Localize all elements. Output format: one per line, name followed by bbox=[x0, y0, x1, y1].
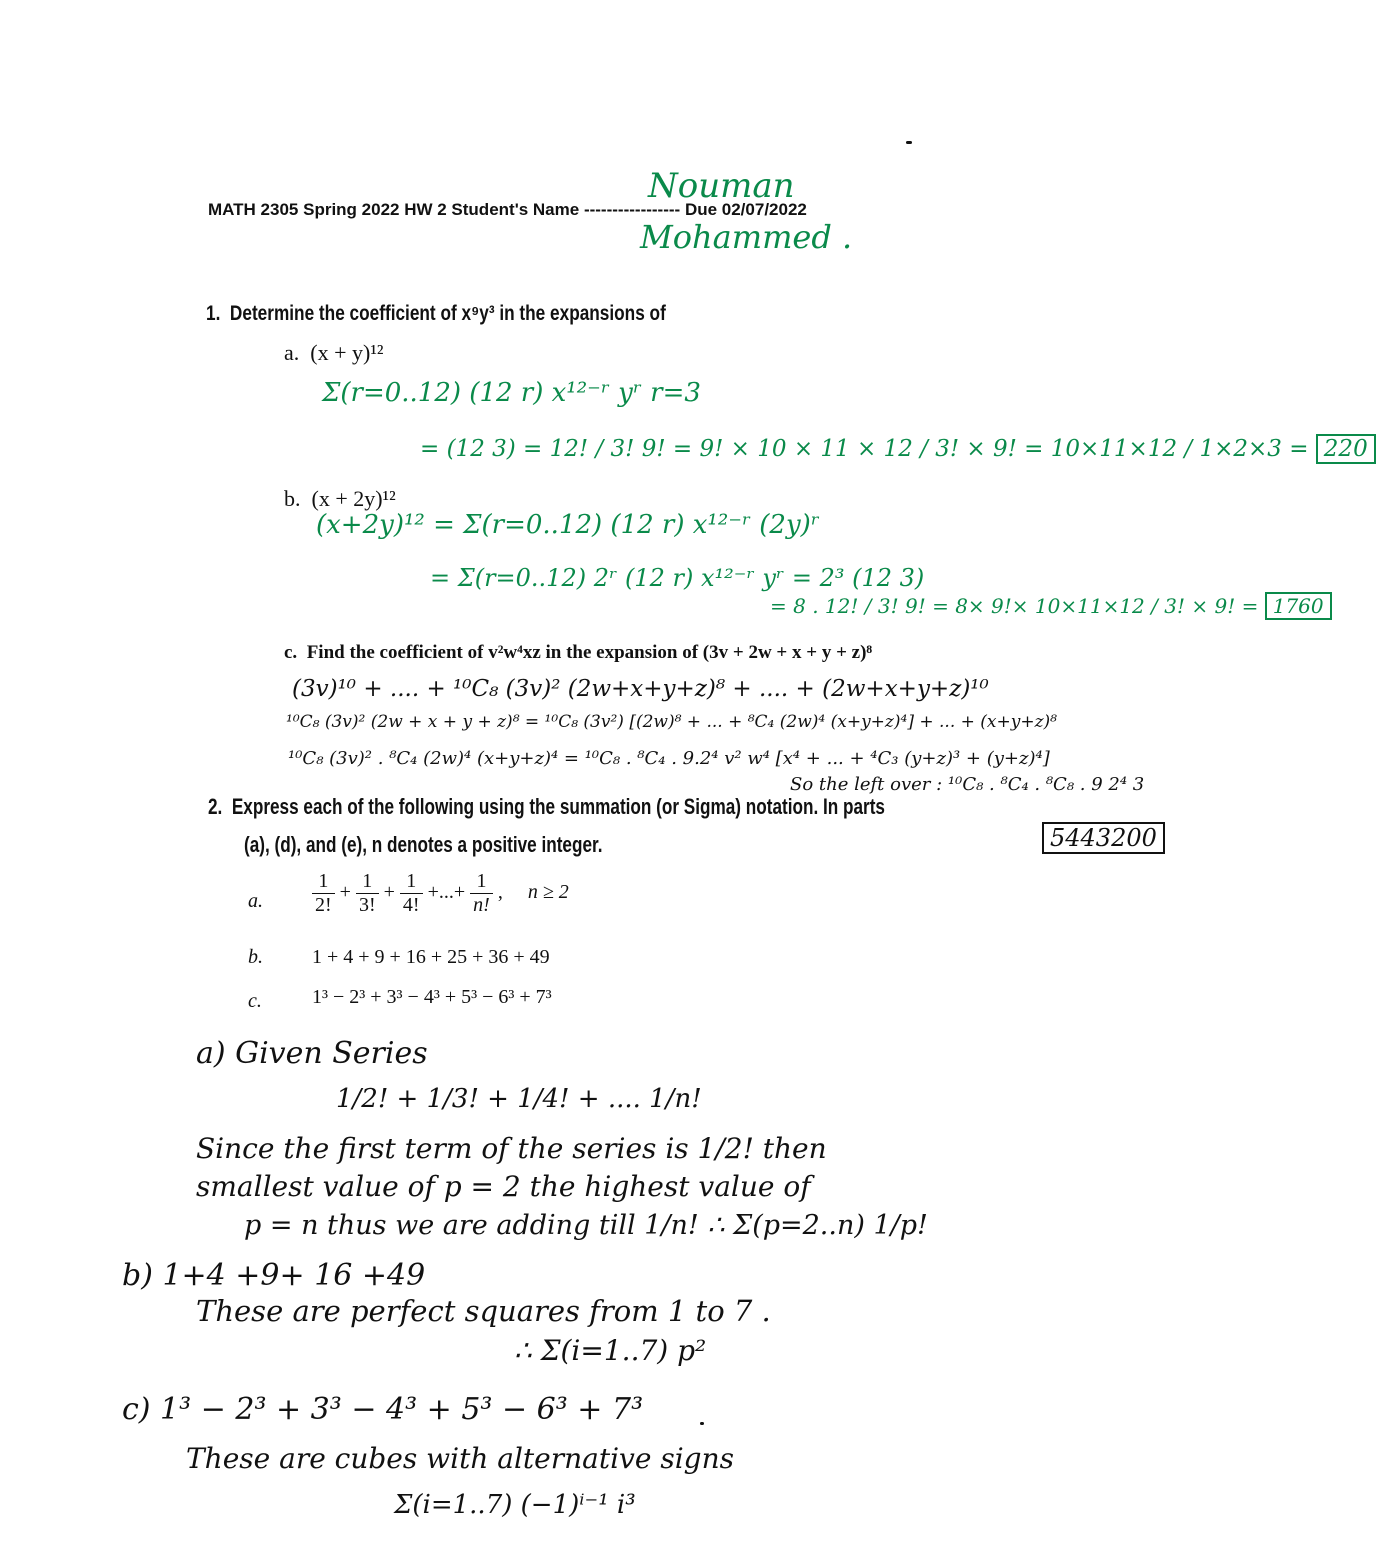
student-first-name: Nouman bbox=[648, 166, 795, 206]
part-2b-expression: 1 + 4 + 9 + 16 + 25 + 36 + 49 bbox=[312, 946, 550, 968]
part-label: c. bbox=[284, 642, 298, 663]
answer-a-line-2: smallest value of p = 2 the highest value of bbox=[196, 1170, 811, 1203]
question-2-heading bbox=[208, 794, 885, 820]
answer-a-line-1: Since the first term of the series is 1/2! then bbox=[196, 1132, 827, 1165]
student-last-name: Mohammed . bbox=[640, 218, 853, 256]
part-1b-work-3: = 8 . 12! / 3! 9! = 8× 9!× 10×11×12 / 3! × 9! = 1760 bbox=[770, 594, 1332, 618]
part-1a-expression: (x + y)¹² bbox=[310, 340, 384, 365]
answer-b-line-1: These are perfect squares from 1 to 7 . bbox=[196, 1294, 771, 1328]
part-1b-work-1: (x+2y)¹² = Σ(r=0..12) (12 r) x¹²⁻ʳ (2y)ʳ bbox=[316, 510, 820, 540]
part-1a-work-2: = (12 3) = 12! / 3! 9! = 9! × 10 × 11 × 12 / 3! × 9! = 10×11×12 / 1×2×3 = 220 bbox=[420, 436, 1376, 462]
part-1b-answer: 1760 bbox=[1265, 592, 1332, 620]
part-1c-work-3: ¹⁰C₈ (3v)² . ⁸C₄ (2w)⁴ (x+y+z)⁴ = ¹⁰C₈ . ⁸C₄ . 9.2⁴ v² w⁴ [x⁴ + ... + ⁴C₃ (y+z)³ + (y+z)⁴] bbox=[288, 748, 1050, 769]
answer-c-heading: c) 1³ − 2³ + 3³ − 4³ + 5³ − 6³ + 7³ bbox=[122, 1392, 644, 1427]
part-1b bbox=[284, 486, 396, 512]
part-1a-answer: 220 bbox=[1316, 434, 1376, 464]
fraction: $\frac{1}{4!}$ bbox=[400, 870, 423, 917]
part-label: b. bbox=[284, 486, 301, 511]
answer-a-heading: a) Given Series bbox=[196, 1036, 428, 1071]
stray-mark bbox=[906, 141, 912, 144]
part-1c-work-4: So the left over : ¹⁰C₈ . ⁸C₄ . ⁸C₈ . 9 2⁴ 3 bbox=[790, 774, 1145, 795]
part-1c-answer: 5443200 bbox=[1042, 822, 1165, 854]
question-number: 1. bbox=[206, 302, 221, 325]
question-2-prompt-line-2: (a), (d), and (e), n denotes a positive integer. bbox=[244, 832, 603, 857]
part-label: b. bbox=[248, 946, 263, 968]
answer-a-series: 1/2! + 1/3! + 1/4! + .... 1/n! bbox=[336, 1084, 702, 1114]
part-1b-expression: (x + 2y)¹² bbox=[311, 486, 396, 511]
part-2c-expression: 1³ − 2³ + 3³ − 4³ + 5³ − 6³ + 7³ bbox=[312, 986, 552, 1008]
fraction: $\frac{1}{n!}$ bbox=[470, 870, 493, 917]
fraction: $\frac{1}{3!}$ bbox=[356, 870, 379, 917]
answer-c-line-1: These are cubes with alternative signs bbox=[186, 1442, 734, 1475]
question-1-heading bbox=[206, 302, 666, 326]
question-number: 2. bbox=[208, 794, 223, 819]
answer-a-line-3: p = n thus we are adding till 1/n! ∴ Σ(p=2..n) 1/p! bbox=[244, 1210, 928, 1241]
answer-c-sum: Σ(i=1..7) (−1)ⁱ⁻¹ i³ bbox=[394, 1490, 636, 1520]
part-2a-condition: n ≥ 2 bbox=[527, 881, 569, 904]
part-1c bbox=[284, 642, 872, 664]
part-1c-work-1: (3v)¹⁰ + .... + ¹⁰C₈ (3v)² (2w+x+y+z)⁸ + .... + (2w+x+y+z)¹⁰ bbox=[292, 676, 989, 702]
part-label: c. bbox=[248, 990, 262, 1012]
part-label: a. bbox=[284, 340, 300, 365]
fraction: $\frac{1}{2!}$ bbox=[312, 870, 335, 917]
part-1a-work-1: Σ(r=0..12) (12 r) x¹²⁻ʳ yʳ r=3 bbox=[322, 378, 701, 408]
part-1c-prompt: Find the coefficient of v²w⁴xz in the expansion of (3v + 2w + x + y + z)⁸ bbox=[306, 642, 873, 663]
course-info: MATH 2305 Spring 2022 HW 2 Student's Name bbox=[208, 200, 580, 219]
answer-b-heading: b) 1+4 +9+ 16 +49 bbox=[122, 1258, 426, 1293]
question-2-prompt-line-1: Express each of the following using the summation (or Sigma) notation. In parts bbox=[231, 794, 885, 819]
name-dashes: ----------------- bbox=[583, 200, 681, 219]
part-2a-expression: $\frac{1}{2!}$ + $\frac{1}{3!}$ + $\frac{1}{4!}$ +...+ $\frac{1}{n!}$ , n ≥ 2 bbox=[312, 870, 569, 917]
part-label: a. bbox=[248, 890, 263, 912]
answer-b-sum: ∴ Σ(i=1..7) p² bbox=[514, 1334, 707, 1367]
part-1a bbox=[284, 340, 384, 366]
stray-mark bbox=[700, 1422, 704, 1425]
part-1b-work-2: = Σ(r=0..12) 2ʳ (12 r) x¹²⁻ʳ yʳ = 2³ (12 3) bbox=[430, 564, 925, 592]
question-1-prompt: Determine the coefficient of x⁹y³ in the expansions of bbox=[229, 302, 666, 325]
part-1c-work-2: ¹⁰C₈ (3v)² (2w + x + y + z)⁸ = ¹⁰C₈ (3v²) [(2w)⁸ + ... + ⁸C₄ (2w)⁴ (x+y+z)⁴] + ... + (x+y+z)⁸ bbox=[286, 712, 1057, 732]
due-date: Due 02/07/2022 bbox=[684, 200, 807, 219]
